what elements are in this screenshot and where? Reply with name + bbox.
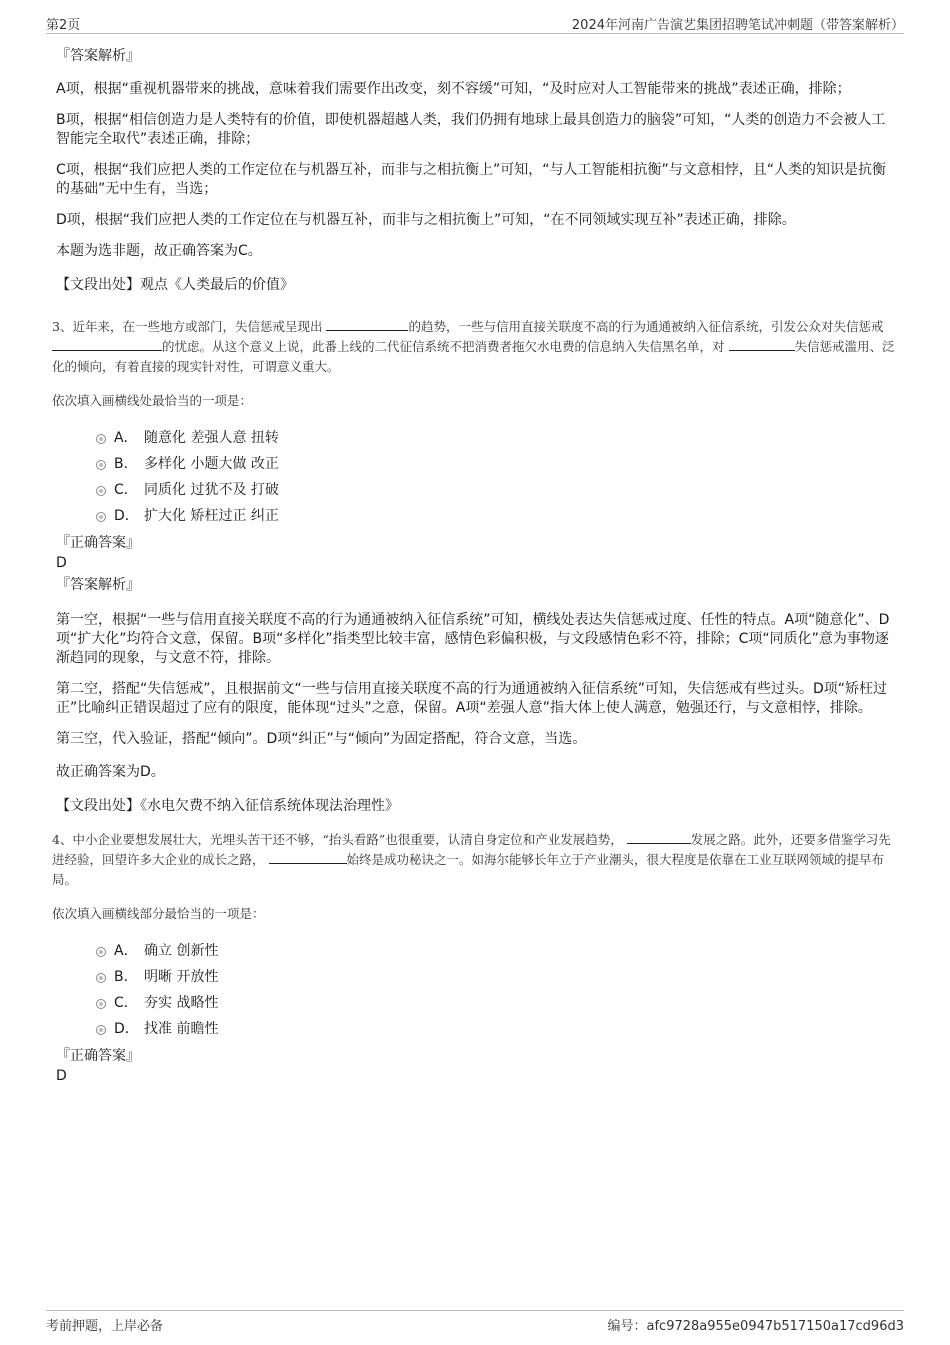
option-a[interactable]: A． 确立 创新性 [96,938,896,964]
fill-blank [326,319,408,331]
radio-icon[interactable] [96,999,106,1009]
radio-icon[interactable] [96,486,106,496]
correct-answer: D [56,555,67,571]
option-b[interactable]: B． 明晰 开放性 [96,964,896,990]
analysis-paragraph: 第一空，根据“一些与信用直接关联度不高的行为通通被纳入征信系统”可知，横线处表达失信惩戒过度、任性的特点。A项“随意化”、D项“扩大化”均符合文意，保留。B项“多样化”指类型比较丰富，感情色彩偏积极，与文段感情色彩不符，排除；C项“同质化”意为事物逐渐趋同的现象，与文意不符，排除。 [56,612,890,666]
correct-answer: D [56,1068,67,1084]
text-source: 【文段出处】《水电欠费不纳入征信系统体现法治理性》 [56,798,399,814]
correct-answer-heading: 『正确答案』 [56,1048,140,1064]
radio-icon[interactable] [96,1025,106,1035]
question-3-options [96,425,896,529]
page-footer [46,1310,904,1334]
option-d[interactable]: D． 扩大化 矫枉过正 纠正 [96,503,896,529]
question-3-stem: 3、近年来，在一些地方或部门，失信惩戒呈现出 的趋势，一些与信用直接关联度不高的行为通通被纳入征信系统，引发公众对失信惩戒 的忧虑。从这个意义上说，此番上线的二代征信系统不把消费者拖欠水电费的信息纳入失信黑名单，对 失信惩戒滥用、泛化的倾向，有着直接的现实针对性，可谓意义重大。 [52,319,895,374]
document-code: 编号：afc9728a955e0947b517150a17cd96d3 [607,1319,904,1334]
fill-blank [729,339,795,351]
text-source: 【文段出处】观点《人类最后的价值》 [56,277,294,293]
question-4-stem: 4、中小企业要想发展壮大，光埋头苦干还不够，“抬头看路”也很重要，认清自身定位和产业发展趋势， 发展之路。此外，还要多借鉴学习先进经验，回望许多大企业的成长之路， 始终是成功秘诀之一。如海尔能够长年立于产业潮头，很大程度是依靠在工业互联网领域的提早布局。 [52,832,891,887]
fill-blank [627,832,691,844]
radio-icon[interactable] [96,434,106,444]
radio-icon[interactable] [96,973,106,983]
question-4-options [96,938,896,1042]
option-b[interactable]: B． 多样化 小题大做 改正 [96,451,896,477]
option-d[interactable]: D． 找准 前瞻性 [96,1016,896,1042]
analysis-paragraph: D项，根据“我们应把人类的工作定位在与机器互补，而非与之相抗衡上”可知，“在不同领域实现互补”表述正确，排除。 [56,212,796,228]
analysis-paragraph: A项，根据“重视机器带来的挑战，意味着我们需要作出改变，刻不容缓”可知，“及时应对人工智能带来的挑战”表述正确，排除； [56,81,851,97]
option-c[interactable]: C． 同质化 过犹不及 打破 [96,477,896,503]
radio-icon[interactable] [96,947,106,957]
option-c[interactable]: C． 夯实 战略性 [96,990,896,1016]
analysis-paragraph: 第二空，搭配“失信惩戒”，且根据前文“一些与信用直接关联度不高的行为通通被纳入征信系统”可知，失信惩戒有些过头。D项“矫枉过正”比喻纠正错误超过了应有的限度，能体现“过头”之意，保留。A项“差强人意”指大体上使人满意，勉强还行，与文意相悖，排除。 [56,681,888,716]
option-a[interactable]: A． 随意化 差强人意 扭转 [96,425,896,451]
analysis-paragraph: 第三空，代入验证，搭配“倾向”。D项“纠正”与“倾向”为固定搭配，符合文意，当选。 [56,731,587,747]
analysis-paragraph: B项，根据“相信创造力是人类特有的价值，即使机器超越人类，我们仍拥有地球上最具创造力的脑袋”可知，“人类的创造力不会被人工智能完全取代”表述正确，排除； [56,112,886,147]
radio-icon[interactable] [96,460,106,470]
footer-slogan: 考前押题，上岸必备 [46,1319,164,1334]
document-title: 2024年河南广告演艺集团招聘笔试冲刺题（带答案解析） [571,18,904,33]
analysis-heading: 『答案解析』 [56,48,140,64]
question-3-prompt: 依次填入画横线处最恰当的一项是： [52,393,253,408]
page-header [46,14,904,34]
page-content [52,46,896,1086]
answer-conclusion: 本题为选非题，故正确答案为C。 [56,243,262,259]
fill-blank [52,339,162,351]
fill-blank [269,852,347,864]
analysis-heading: 『答案解析』 [56,577,140,593]
correct-answer-heading: 『正确答案』 [56,535,140,551]
analysis-paragraph: C项，根据“我们应把人类的工作定位在与机器互补，而非与之相抗衡上”可知，“与人工智能相抗衡”与文意相悖，且“人类的知识是抗衡的基础”无中生有，当选； [56,162,887,197]
question-4-prompt: 依次填入画横线部分最恰当的一项是： [52,906,265,921]
radio-icon[interactable] [96,512,106,522]
answer-conclusion: 故正确答案为D。 [56,764,165,780]
page-number: 第2页 [46,18,81,33]
